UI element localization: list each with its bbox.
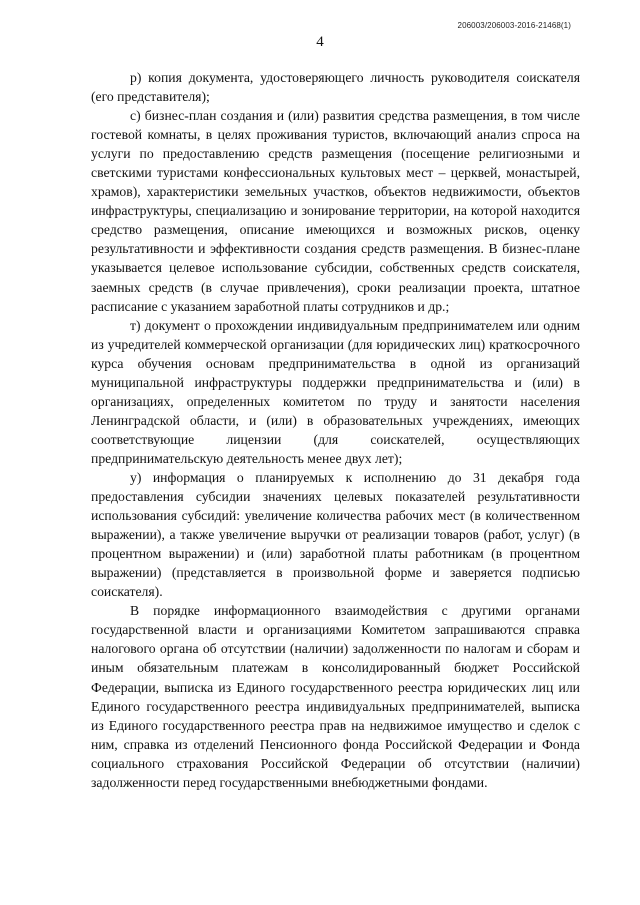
page-number: 4	[316, 34, 324, 50]
paragraph-item-r: р) копия документа, удостоверяющего личность руководителя соискателя (его представителя);	[91, 70, 580, 105]
paragraph-item-t: т) документ о прохождении индивидуальным предпринимателем или одним из учредителей коммерческой организации (для юридических лиц) краткосрочного курса обучения основам предпринимательства в одной из организаций муниципальной инфраструктуры поддержки предпринимательства и (или) в организациях, определенных комитетом по труду и занятости населения Ленинградской области, и (или) в образовательных учреждениях, имеющих соответствующие лицензии (для соискателей, осуществляющих предпринимательскую деятельность менее двух лет);	[91, 317, 580, 466]
document-code: 206003/206003-2016-21468(1)	[457, 21, 571, 30]
paragraph-item-u: у) информация о планируемых к исполнению до 31 декабря года предоставления субсидии значениях целевых показателей результативности использования субсидий: увеличение количества рабочих мест (в количественном выражении), а также увеличение выручки от реализации товаров (работ, услуг) (в процентном выражении) и (или) заработной платы работникам (в процентном выражении) (представляется в произвольной форме и заверяется подписью соискателя).	[91, 469, 580, 600]
paragraph-item-s: с) бизнес-план создания и (или) развития средства размещения, в том числе гостевой комнаты, в целях проживания туристов, включающий анализ спроса на услуги по предоставлению средств размещения (посещение религиозными и светскими туристами конфессиональных культовых мест – церквей, монастырей, храмов), характеристики земельных участков, объектов недвижимости, объектов инфраструктуры, специализацию и зонирование территории, на которой находится средство размещения, описание имеющихся и возможных рисков, оценку результативности и эффективности создания средств размещения. В бизнес-плане указывается целевое использование субсидии, собственных средств соискателя, заемных средств (в случае привлечения), сроки реализации проекта, штатное расписание с указанием заработной платы сотрудников и др.;	[91, 108, 580, 314]
document-body	[91, 68, 580, 792]
paragraph-interaction-order: В порядке информационного взаимодействия с другими органами государственной власти и организациями Комитетом запрашиваются справка налогового органа об отсутствии (наличии) задолженности по налогам и сборам и иным обязательным платежам в консолидированный бюджет Российской Федерации, выписка из Единого государственного реестра юридических лиц или Единого государственного реестра индивидуальных предпринимателей, выписка из Единого государственного реестра прав на недвижимое имущество и сделок с ним, справка из отделений Пенсионного фонда Российской Федерации и Фонда социального страхования Российской Федерации об отсутствии (наличии) задолженности перед государственными внебюджетными фондами.	[91, 603, 580, 790]
